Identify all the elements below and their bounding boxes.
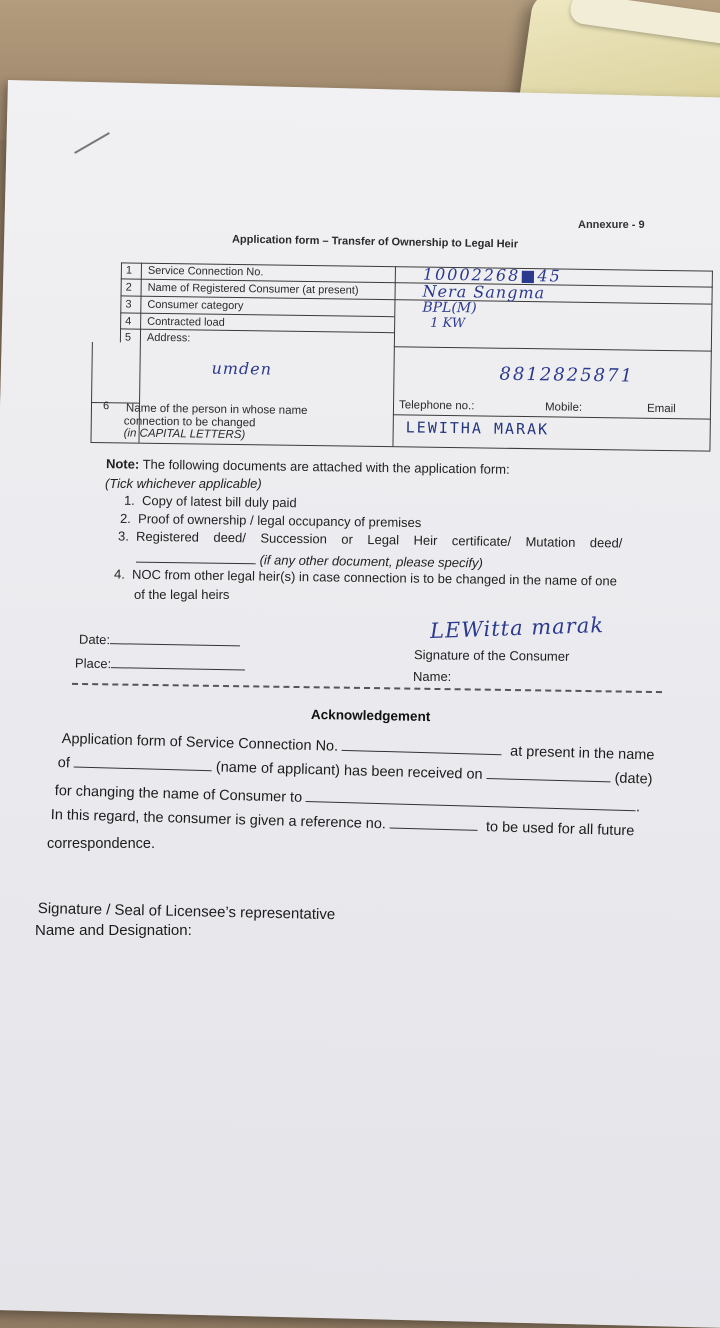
service-connection-value: 10002268■45 [422,264,562,286]
annexure-label: Annexure - 9 [578,219,645,231]
list-item-continued: of the legal heirs [134,587,230,602]
licensee-signature-label: Signature / Seal of Licensee’s representative [37,900,336,924]
acknowledgement-heading: Acknowledgement [310,706,431,725]
mobile-value: 8812825871 [499,363,635,387]
list-item-num: 2. [119,510,131,527]
form-title: Application form – Transfer of Ownership to Legal Heir [231,233,519,251]
date-field [79,632,240,650]
row6-label-line3: (in CAPITAL LETTERS) [123,427,246,442]
row6-label-line1: Name of the person in whose name [125,402,308,418]
list-item-num: 3. [117,528,129,544]
row-num: 6 [102,400,110,413]
ack-text: (name of applicant) has been received on [215,759,483,783]
row-num: 5 [124,331,132,344]
ack-text: to be used for all future [485,819,635,840]
cut-line [72,683,662,693]
list-item [118,528,623,550]
list-item-num: 4. [113,566,125,582]
ack-line-5: correspondence. [47,836,156,852]
ack-text: for changing the name of Consumer to [54,783,303,806]
date-label: Date: [78,631,111,648]
list-item [124,493,297,510]
row6-label-line2: connection to be changed [123,415,256,430]
other-document-blank[interactable] [136,562,256,565]
mobile-label: Mobile: [544,401,583,414]
consumer-signature: LEWitta marak [429,612,605,644]
row-label: Consumer category [147,298,244,313]
list-item-text: Proof of ownership / legal occupancy of premises [137,511,422,531]
reference-no-blank[interactable] [390,827,478,830]
list-item-num: 1. [123,492,135,508]
row-label: Name of Registered Consumer (at present) [147,281,359,297]
date-blank[interactable] [110,643,240,646]
consumer-category-value: BPL(M) [422,299,477,317]
note-text: The following documents are attached with the application form: [142,456,510,477]
details-table [90,262,713,461]
row-num: 1 [125,264,133,277]
list-item-text: NOC from other legal heir(s) in case connection is to be changed in the name of one [131,566,618,589]
place-field [75,656,245,674]
signature-label: Signature of the Consumer [413,647,570,664]
telephone-label: Telephone no.: [398,399,475,413]
ack-text: of [57,755,71,772]
row-num: 3 [125,298,132,311]
applicant-name-blank[interactable] [74,766,212,771]
list-item-text: Copy of latest bill duly paid [141,493,297,511]
received-date-blank[interactable] [486,778,610,782]
pen-mark [74,132,110,154]
row-label: Contracted load [147,315,225,329]
row-num: 4 [125,315,132,328]
service-connection-blank[interactable] [342,750,502,755]
ack-text: Application form of Service Connection No. [61,731,339,755]
licensee-name-designation-label: Name and Designation: [35,922,192,939]
note-line [106,456,510,477]
address-value: umden [211,358,273,379]
new-consumer-name-blank[interactable] [306,801,636,811]
contracted-load-value: 1 KW [430,315,466,332]
row-label: Service Connection No. [147,264,264,279]
list-item-text: (if any other document, please specify) [259,552,483,571]
list-item [120,511,422,530]
email-label: Email [646,402,676,416]
row-label: Address: [146,331,191,345]
ack-text: In this regard, the consumer is given a reference no. [50,807,387,833]
registered-consumer-value: Nera Sangma [422,281,546,303]
ack-line-3: for changing the name of Consumer to . [54,783,641,816]
ack-text: at present in the name [509,743,655,764]
place-blank[interactable] [111,667,245,670]
note-tick: (Tick whichever applicable) [105,476,262,491]
place-label: Place: [74,655,112,672]
ack-text: (date) [614,770,653,788]
row-num: 2 [125,281,132,294]
name-label: Name: [413,669,452,684]
list-item-text: Registered deed/ Succession or Legal Heir certificate/ Mutation deed/ [135,528,623,551]
new-owner-name-value: LEWITHA MARAK [405,418,550,439]
note-label: Note: [105,456,140,472]
list-item [114,566,617,588]
